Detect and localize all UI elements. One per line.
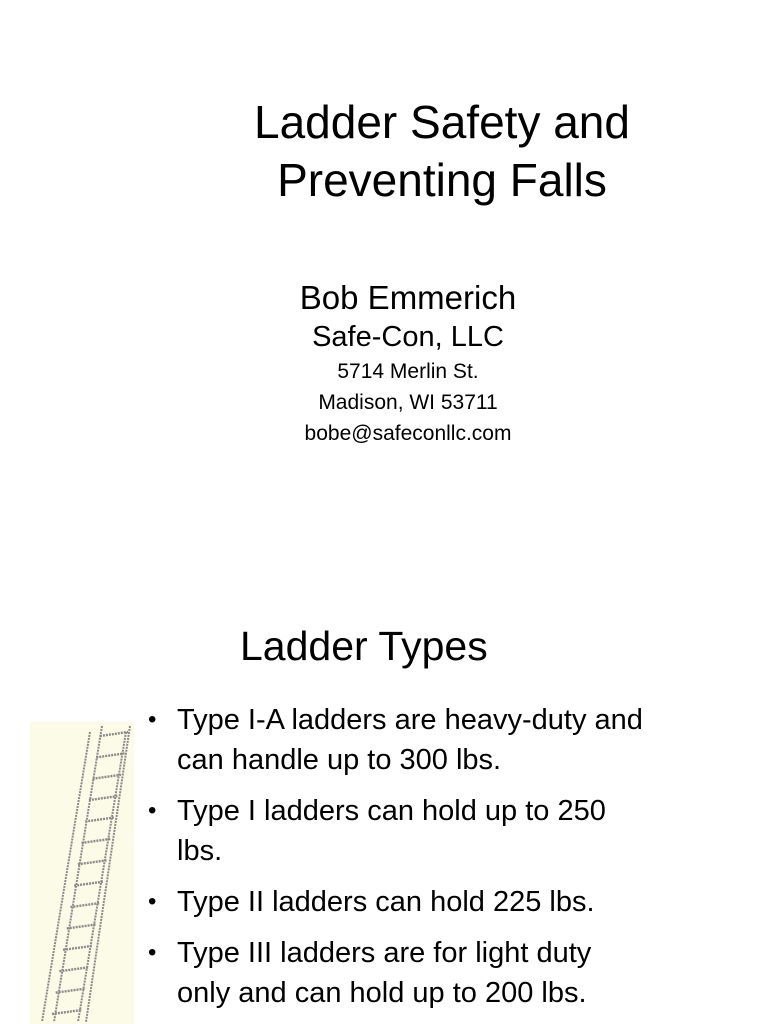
title-line-1: Ladder Safety and — [254, 96, 630, 148]
bullet-marker: • — [148, 797, 157, 824]
bullet-line-1: Type I-A ladders are heavy-duty and — [177, 704, 643, 736]
list-item — [148, 882, 748, 922]
bullet-line-2: can handle up to 300 lbs. — [177, 744, 502, 776]
bullet-line-1: Type III ladders are for light duty — [177, 937, 592, 969]
author-block — [0, 278, 768, 449]
ladder-types-slide — [0, 576, 768, 1024]
bullet-marker: • — [148, 706, 157, 733]
bullet-marker: • — [148, 939, 157, 966]
author-street: 5714 Merlin St. — [337, 360, 479, 383]
bullet-line-1: Type II ladders can hold 225 lbs. — [177, 886, 595, 918]
extension-ladder-image — [30, 722, 134, 1024]
bullet-line-2: only and can hold up to 200 lbs. — [177, 977, 587, 1009]
presentation-title — [0, 93, 768, 209]
bullet-line-2: lbs. — [177, 835, 223, 867]
title-line-2: Preventing Falls — [277, 154, 607, 206]
bullet-line-1: Type I ladders can hold up to 250 — [177, 795, 606, 827]
ladder-image-background — [30, 722, 134, 1024]
list-item — [148, 791, 748, 871]
slide-title: Ladder Types — [240, 623, 488, 669]
author-name: Bob Emmerich — [299, 279, 517, 316]
list-item — [148, 933, 748, 1013]
ladder-types-list — [148, 700, 748, 1024]
author-city: Madison, WI 53711 — [318, 391, 498, 414]
bullet-marker: • — [148, 888, 157, 915]
list-item — [148, 700, 748, 780]
author-organization: Safe-Con, LLC — [312, 321, 504, 353]
author-email: bobe@safeconllc.com — [304, 422, 512, 445]
